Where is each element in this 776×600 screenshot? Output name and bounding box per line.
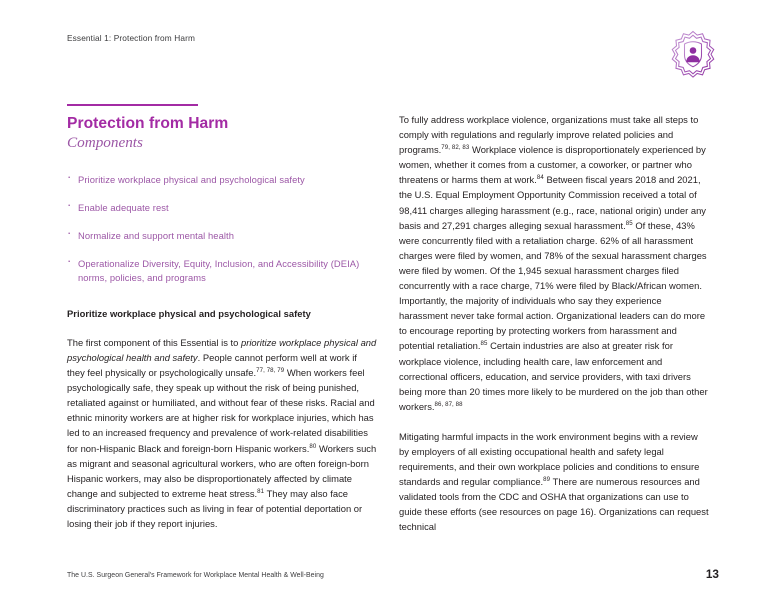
list-item: · Enable adequate rest [67, 201, 377, 215]
running-head: Essential 1: Protection from Harm [67, 33, 195, 43]
title-rule [67, 104, 198, 106]
text-run: The first component of this Essential is to [67, 336, 241, 348]
text-run: Certain industries are also at greater risk for workplace violence, including health care, law enforcement and correctional officers, education, and service providers, with taxi drivers being more than 20 times more likely to be murdered on the job than other workers. [399, 340, 708, 412]
footnote-ref: 85 [480, 340, 488, 348]
footnote-ref: 81 [257, 487, 265, 495]
text-run: Workers such as migrant and seasonal agricultural workers, who are often foreign-born Hispanic workers, may also be disproportionately affected by climate change and subjected to extreme heat stress. [67, 442, 377, 499]
footer-citation: The U.S. Surgeon General's Framework for Workplace Mental Health & Well-Being [67, 572, 324, 579]
emphasis-run: prioritize workplace physical and psychological health and safety [67, 336, 377, 363]
list-item: · Normalize and support mental health [67, 229, 377, 243]
list-item: · Prioritize workplace physical and psychological safety [67, 173, 377, 187]
text-run: To fully address workplace violence, organizations must take all steps to comply with regulations and regularly improve related policies and programs. [399, 114, 699, 156]
left-column [67, 104, 377, 531]
components-list [67, 173, 377, 285]
footnote-ref: 77, 78, 79 [256, 366, 285, 374]
text-run: Workplace violence is disproportionately experienced by women, whether it comes from a customer, a coworker, or partner who threatens or harms them at work. [399, 144, 706, 186]
right-paragraph-1 [399, 112, 710, 414]
text-run: Of these, 43% were concurrently filed with a retaliation charge. 62% of all harassment charges were filed by women, and 78% of the sexual harassment charges were filed by women. Of the 1,945 sexual harassment charges filed concurrently with a race charge, 71% were filed by Black/African women. Importantly, the majority of individuals who say they experience harassment never take formal action. Organizational leaders can do more to encourage reporting by protecting workers from harassment and potential retaliation. [399, 219, 707, 352]
text-run: Between fiscal years 2018 and 2021, the U.S. Equal Employment Opportunity Commission received a total of 98,411 charges alleging harassment (e.g., race, national origin) under any basis and 27,291 charges alleging sexual harassment. [399, 174, 707, 231]
section-subheading: Prioritize workplace physical and psychological safety [67, 307, 311, 319]
page-number: 13 [705, 567, 719, 581]
right-paragraph-2 [399, 429, 710, 535]
text-run: When workers feel psychologically safe, they speak up without the risk of being punished, retaliated against or humiliated, and without fear of these risks. Racial and ethnic minority workers are at higher risk for workplace injuries, which has led to an increased frequency and prevalence of work-related disabilities for non-Hispanic Black and foreign-born Hispanic workers. [67, 367, 375, 454]
left-paragraph-1 [67, 335, 377, 531]
footnote-ref: 89 [543, 476, 551, 484]
footnote-ref: 80 [309, 442, 317, 450]
page-title: Protection from Harm [67, 115, 229, 133]
text-run: . People cannot perform well at work if they feel physically or psychologically unsafe. [67, 351, 357, 379]
footnote-ref: 84 [536, 174, 544, 182]
right-column [399, 112, 710, 535]
page-subtitle: Components [67, 133, 143, 151]
footnote-ref: 86, 87, 88 [434, 400, 463, 408]
footnote-ref: 79, 82, 83 [441, 144, 470, 152]
footnote-ref: 85 [625, 219, 633, 227]
text-run: There are numerous resources and validated tools from the CDC and OSHA that organizations can use to guide these efforts (see resources on page 16). Organizations can request technical [399, 476, 709, 533]
text-run: They may also face discriminatory practices such as living in fear of potential deportation or losing their job if they report injuries. [67, 487, 363, 529]
person-in-shield-badge-icon [668, 29, 718, 79]
list-item: · Operationalize Diversity, Equity, Inclusion, and Accessibility (DEIA) norms, policies, and programs [67, 257, 377, 284]
text-run: Mitigating harmful impacts in the work environment begins with a review by employers of all existing occupational health and safety legal requirements, and their own workplace policies and conditions to ensure standards and regular compliance. [399, 430, 700, 488]
